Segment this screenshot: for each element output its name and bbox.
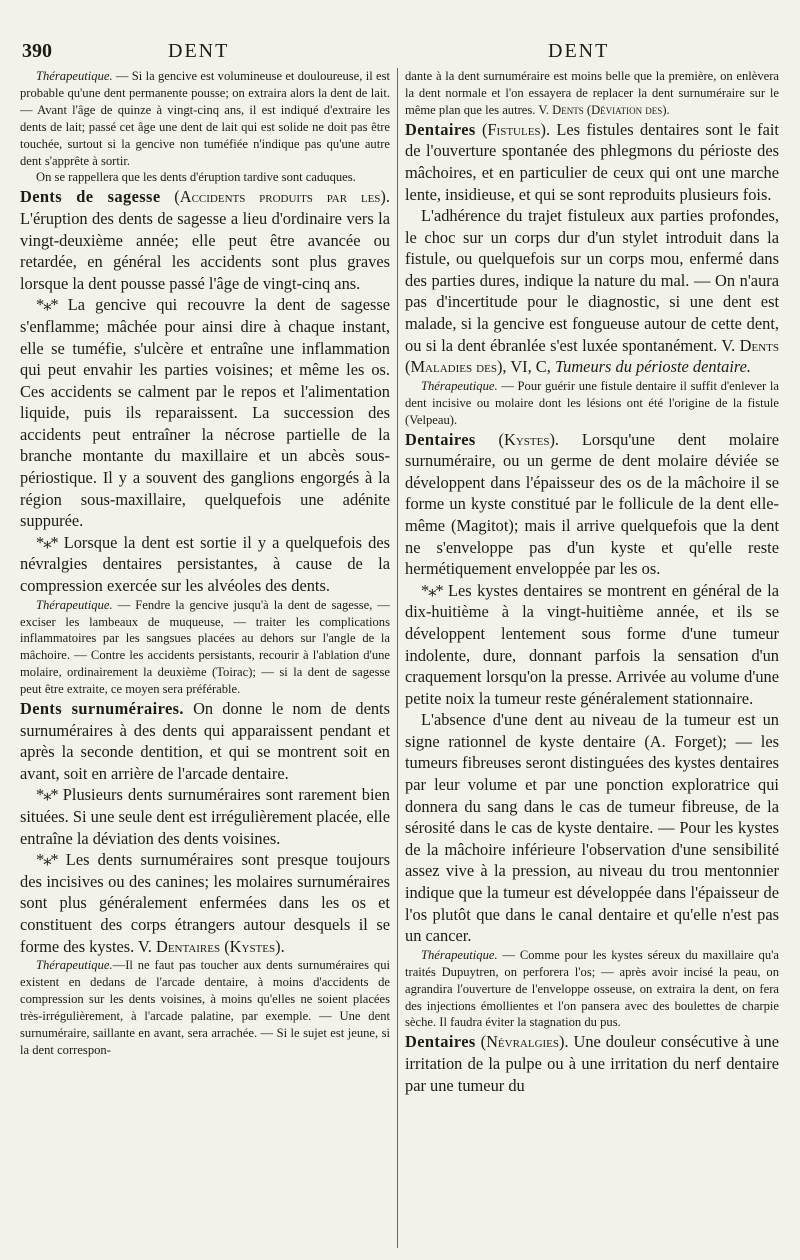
cross-reference: Dentaires (Kystes). — [155, 936, 285, 956]
running-head-left: DENT — [168, 40, 230, 62]
therapeutique-paragraph: Thérapeutique. — Si la gencive est volumineuse et douloureuse, il est probable qu'une dent permanente pousse; on extraira alors la dent de lait. — Avant l'âge de quinze à vingt-cinq ans, il est indiqué d'extraire les dents de lait; passé cet âge une dent de lait qui est solide ne doit pas être touchée, surtout si la gencive non tuméfiée n'indique pas qu'une autre dent s'apprête à sortir. — [20, 69, 390, 168]
entry-dentaires-kystes: Dentaires (Kystes). Lorsqu'une dent molaire surnuméraire, ou un germe de dent molaire déviée se développent dans l'épaisseur des os de la mâchoire il se forme un kyste constitué par le follicule de la dent elle-même (Magitot); mais il arrive quelquefois que la dent ne s'enveloppe pas d'un kyste et qu'elle reste hermétiquement enveloppée par les os. — [405, 429, 779, 579]
paragraph: *⁎* Plusieurs dents surnuméraires sont rarement bien situées. Si une seule dent est irrégulièrement placée, elle entraîne la déviation des dents voisines. — [20, 785, 390, 848]
paragraph: dante à la dent surnuméraire est moins belle que la première, on enlèvera la dent normale et l'on essayera de replacer la dent surnuméraire sur le même plan que les autres. V. Dents (Déviation des). — [405, 69, 779, 117]
paragraph: *⁎* Les dents surnuméraires sont presque toujours des incisives ou des canines; les molaires surnuméraires sont plus généralement enfermées dans les os et constituent des corps étrangers autour desquels il se forme des kystes. V. Dentaires (Kystes). — [20, 850, 390, 956]
running-head-right: DENT — [548, 40, 610, 62]
paragraph: L'absence d'une dent au niveau de la tumeur est un signe rationnel de kyste dentaire (A. Forget); — les tumeurs fibreuses seront distinguées des kystes dentaires par leur volume et par une ponction exploratrice qui donnera du sang dans le cas de tumeur fibreuse, de la sérosité dans le cas de kyste dentaire. — Pour les kystes de la mâchoire inférieure l'observation d'une sensibilité assez vive à la pression, au niveau du trou mentonnier indique que la tumeur est développée dans l'épaisseur de l'os plutôt que dans le canal dentaire et qu'elle n'est pas un cancer. — [405, 710, 779, 946]
therapeutique-paragraph: Thérapeutique. — Pour guérir une fistule dentaire il suffit d'enlever la dent incisive ou molaire dont les lésions ont été l'origine de la fistule (Velpeau). — [405, 378, 779, 427]
right-column — [405, 68, 779, 1258]
page-number: 390 — [22, 40, 52, 62]
paragraph: On se rappellera que les dents d'éruption tardive sont caduques. — [36, 170, 356, 185]
column-divider — [397, 68, 398, 1248]
entry-heading: Dents surnuméraires. — [20, 699, 184, 719]
entry-dentaires-nevralgies: Dentaires (Névralgies). Une douleur consécutive à une irritation de la pulpe ou à une irritation du nerf dentaire par une tumeur du — [405, 1032, 779, 1095]
paragraph: L'adhérence du trajet fistuleux aux parties profondes, le choc sur un corps dur d'un stylet introduit dans la fistule, ou quelquefois sur un corps mou, enfermé dans des parties dures, indique la nature du mal. — On n'aura pas d'incertitude pour le diagnostic, si une dent est malade, si la gencive est fongueuse autour de cette dent, ou si la dent ébranlée s'est luxée spontanément. V. Dents (Maladies des), VI, C, Tumeurs du périoste dentaire. — [405, 206, 779, 377]
paragraph: *⁎* Lorsque la dent est sortie il y a quelquefois des névralgies dentaires persistantes, à cause de la compression exercée sur les alvéoles des dents. — [20, 532, 390, 596]
entry-heading: Dentaires — [405, 119, 476, 139]
therapeutique-paragraph: Thérapeutique. — Comme pour les kystes séreux du maxillaire qu'a traités Dupuytren, on perforera l'os; — après avoir incisé la peau, on agrandira l'ouverture de l'enveloppe osseuse, on extraira la dent, on fera des injections émollientes et l'on pansera avec des boulettes de charpie sèche. Il faudra éviter la stagnation du pus. — [405, 947, 779, 1030]
cross-reference: Dents (Déviation des). — [552, 102, 670, 117]
entry-heading: Dents de sagesse — [20, 187, 161, 207]
paragraph: *⁎* La gencive qui recouvre la dent de sagesse s'enflamme; mâchée pour ainsi dire à chaque instant, elle se tuméfie, s'ulcère et entraîne une inflammation qui peut envahir les parties voisines; et même les os. Ces accidents se calment par le repos et l'alimentation liquide, puis ils reparaissent. La succession des accidents peut entraîner la nécrose partielle de la branche montante du maxillaire et un abcès sous-périostique. Il y a souvent des ganglions engorgés à la région sous-maxillaire, quelquefois une adénite suppurée. — [20, 295, 390, 531]
left-column — [20, 68, 390, 1253]
therapeutique-paragraph: Thérapeutique.—Il ne faut pas toucher aux dents surnuméraires qui existent en dedans de l'arcade dentaire, à moins d'accidents de compression sur les dents voisines, à moins qu'elles ne soient placées très-irrégulièrement, à l'arcade palatine, par exemple. — Une dent surnuméraire, saillante en avant, sera arrachée. — Si le sujet est jeune, si la dent correspon- — [20, 958, 390, 1057]
entry-dents-surnumeraires: Dents surnuméraires. On donne le nom de dents surnuméraires à des dents qui apparaissent pendant et après la seconde dentition, et qui se montrent soit en avant, soit en arrière de l'arcade dentaire. — [20, 699, 390, 783]
entry-dents-de-sagesse: Dents de sagesse (Accidents produits par les). L'éruption des dents de sagesse a lieu d'ordinaire vers la vingt-deuxième année; elle peut être avancée ou retardée, en général les accidents sont plus graves lorsque la dent pousse passé l'âge de vingt-cinq ans. — [20, 187, 390, 293]
entry-heading: Dentaires — [405, 429, 476, 449]
entry-dentaires-fistules: Dentaires (Fistules). Les fistules dentaires sont le fait de l'ouverture spontanée des phlegmons du périoste des mâchoires, et en particulier de ceux qui ont une marche lente, insidieuse, et qui se sont reproduits plusieurs fois. — [405, 119, 779, 204]
cross-reference: Dents (Maladies des), VI, C, — [405, 335, 779, 377]
page-header — [0, 40, 800, 66]
entry-heading: Dentaires — [405, 1032, 476, 1052]
paragraph: *⁎* Les kystes dentaires se montrent en général de la dix-huitième à la vingt-huitième année, et ils se développent lentement sous forme d'une tumeur indolente, dure, donnant parfois la sensation d'un craquement lorsqu'on la presse. Arrivée au volume d'une petite noix la tumeur reste généralement stationnaire. — [405, 580, 779, 708]
therapeutique-paragraph: Thérapeutique. — Fendre la gencive jusqu'à la dent de sagesse, — exciser les lambeaux de muqueuse, — traiter les complications inflammatoires par les sangsues placées au dehors sur l'angle de la mâchoire. — Contre les accidents persistants, recourir à l'ablation d'une molaire, ordinairement la deuxième (Toirac); — si la dent de sagesse peut être extraite, ce moyen sera préférable. — [20, 597, 390, 697]
